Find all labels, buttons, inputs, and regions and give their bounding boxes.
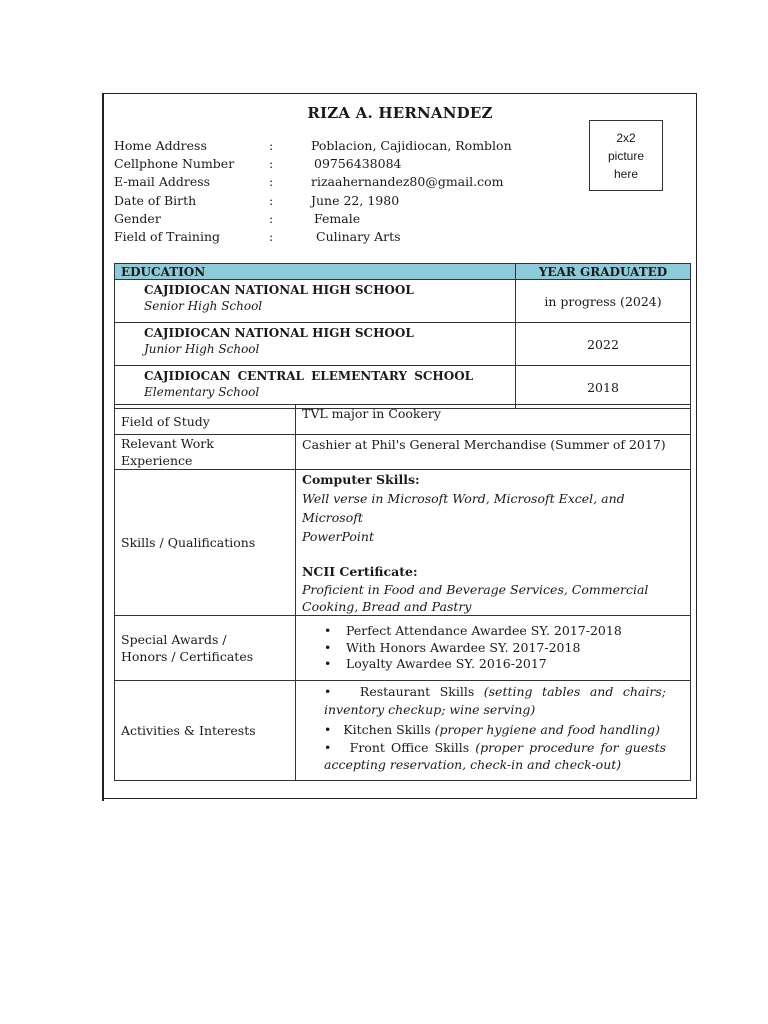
activity-name: Front Office Skills	[349, 740, 470, 755]
awards-list	[302, 623, 684, 673]
awards-label	[115, 616, 296, 681]
computer-skills-text: Well verse in Microsoft Word, Microsoft Excel, and Microsoft	[302, 491, 625, 525]
activity-detail: (proper hygiene and food handling)	[434, 722, 660, 737]
activities-label: Activities & Interests	[115, 681, 296, 781]
computer-skills-text: PowerPoint	[302, 529, 375, 544]
info-value: 09756438084	[314, 156, 402, 172]
photo-placeholder-line: picture	[607, 149, 645, 163]
education-row	[115, 280, 691, 323]
education-school-cell	[115, 366, 516, 409]
awards-row	[115, 616, 691, 681]
info-colon: :	[269, 138, 274, 153]
skills-value	[296, 470, 691, 616]
photo-placeholder	[589, 120, 663, 191]
work-experience-label-line: Relevant Work	[121, 436, 214, 451]
info-value: Poblacion, Cajidiocan, Romblon	[311, 138, 512, 153]
awards-value	[296, 616, 691, 681]
info-colon: :	[269, 210, 274, 226]
info-colon: :	[269, 192, 274, 208]
work-experience-label-line: Experience	[121, 453, 193, 468]
field-of-study-row	[115, 405, 691, 435]
info-value: rizaahernandez80@gmail.com	[311, 174, 504, 190]
activity-item: • Restaurant Skills (setting tables and chairs; inventory checkup; wine serving)	[324, 684, 666, 717]
details-table	[114, 404, 691, 781]
year-graduated: in progress (2024)	[516, 280, 691, 323]
info-label: E-mail Address	[114, 174, 211, 190]
work-experience-row	[115, 435, 691, 470]
list-item: • Perfect Attendance Awardee SY. 2017-2018	[324, 623, 684, 640]
activity-name: Kitchen Skills	[343, 722, 431, 737]
school-name: CAJIDIOCAN CENTRAL ELEMENTARY SCHOOL	[144, 369, 474, 383]
education-school-cell	[115, 280, 516, 323]
field-of-study-value: TVL major in Cookery	[296, 405, 691, 435]
education-table	[114, 263, 691, 409]
info-value: Culinary Arts	[316, 228, 401, 244]
activities-row	[115, 681, 691, 781]
info-colon: :	[269, 228, 274, 244]
activity-detail: (setting tables and chairs; inventory checkup; wine serving)	[324, 684, 666, 717]
education-header: EDUCATION	[115, 264, 516, 280]
work-experience-value: Cashier at Phil's General Merchandise (Summer of 2017)	[296, 435, 691, 470]
list-item: • Loyalty Awardee SY. 2016-2017	[324, 656, 684, 673]
activity-detail: (proper procedure for guests accepting reservation, check-in and check-out)	[324, 740, 667, 772]
ncii-title: NCII Certificate:	[302, 564, 418, 579]
school-level: Senior High School	[144, 299, 263, 313]
education-header-row	[115, 264, 691, 280]
info-colon: :	[269, 156, 274, 172]
list-item: • With Honors Awardee SY. 2017-2018	[324, 640, 684, 657]
photo-placeholder-line: here	[613, 167, 639, 181]
info-label: Field of Training	[114, 228, 221, 244]
year-graduated: 2018	[516, 366, 691, 409]
info-label: Cellphone Number	[114, 156, 235, 172]
education-row	[115, 323, 691, 366]
field-of-study-label: Field of Study	[115, 405, 296, 435]
info-label: Home Address	[114, 138, 207, 153]
year-graduated-header: YEAR GRADUATED	[516, 264, 691, 280]
activities-value	[296, 681, 691, 781]
skills-label: Skills / Qualifications	[115, 470, 296, 616]
awards-label-line: Honors / Certificates	[121, 649, 254, 664]
info-value: Female	[314, 210, 361, 226]
ncii-text: Proficient in Food and Beverage Services, Commercial Cooking, Bread and Pastry	[302, 582, 649, 614]
resume-page	[103, 93, 697, 799]
skills-row	[115, 470, 691, 616]
info-label: Gender	[114, 210, 161, 226]
info-label: Date of Birth	[114, 192, 197, 208]
education-row	[115, 366, 691, 409]
photo-placeholder-line: 2x2	[616, 131, 636, 145]
info-value: June 22, 1980	[311, 192, 400, 208]
year-graduated: 2022	[516, 323, 691, 366]
school-level: Junior High School	[144, 342, 260, 356]
education-school-cell	[115, 323, 516, 366]
computer-skills-title: Computer Skills:	[302, 472, 420, 487]
activity-item: • Kitchen Skills (proper hygiene and food handling)	[324, 722, 660, 737]
spacer	[302, 546, 684, 562]
activity-name: Restaurant Skills	[359, 684, 475, 699]
info-colon: :	[269, 174, 274, 190]
work-experience-label	[115, 435, 296, 470]
school-name: CAJIDIOCAN NATIONAL HIGH SCHOOL	[144, 283, 414, 297]
school-level: Elementary School	[144, 385, 260, 399]
school-name: CAJIDIOCAN NATIONAL HIGH SCHOOL	[144, 326, 414, 340]
applicant-name: RIZA A. HERNANDEZ	[307, 104, 493, 122]
activity-item: • Front Office Skills (proper procedure for guests accepting reservation, check-in and check-out)	[324, 740, 667, 772]
awards-label-line: Special Awards /	[121, 632, 227, 647]
